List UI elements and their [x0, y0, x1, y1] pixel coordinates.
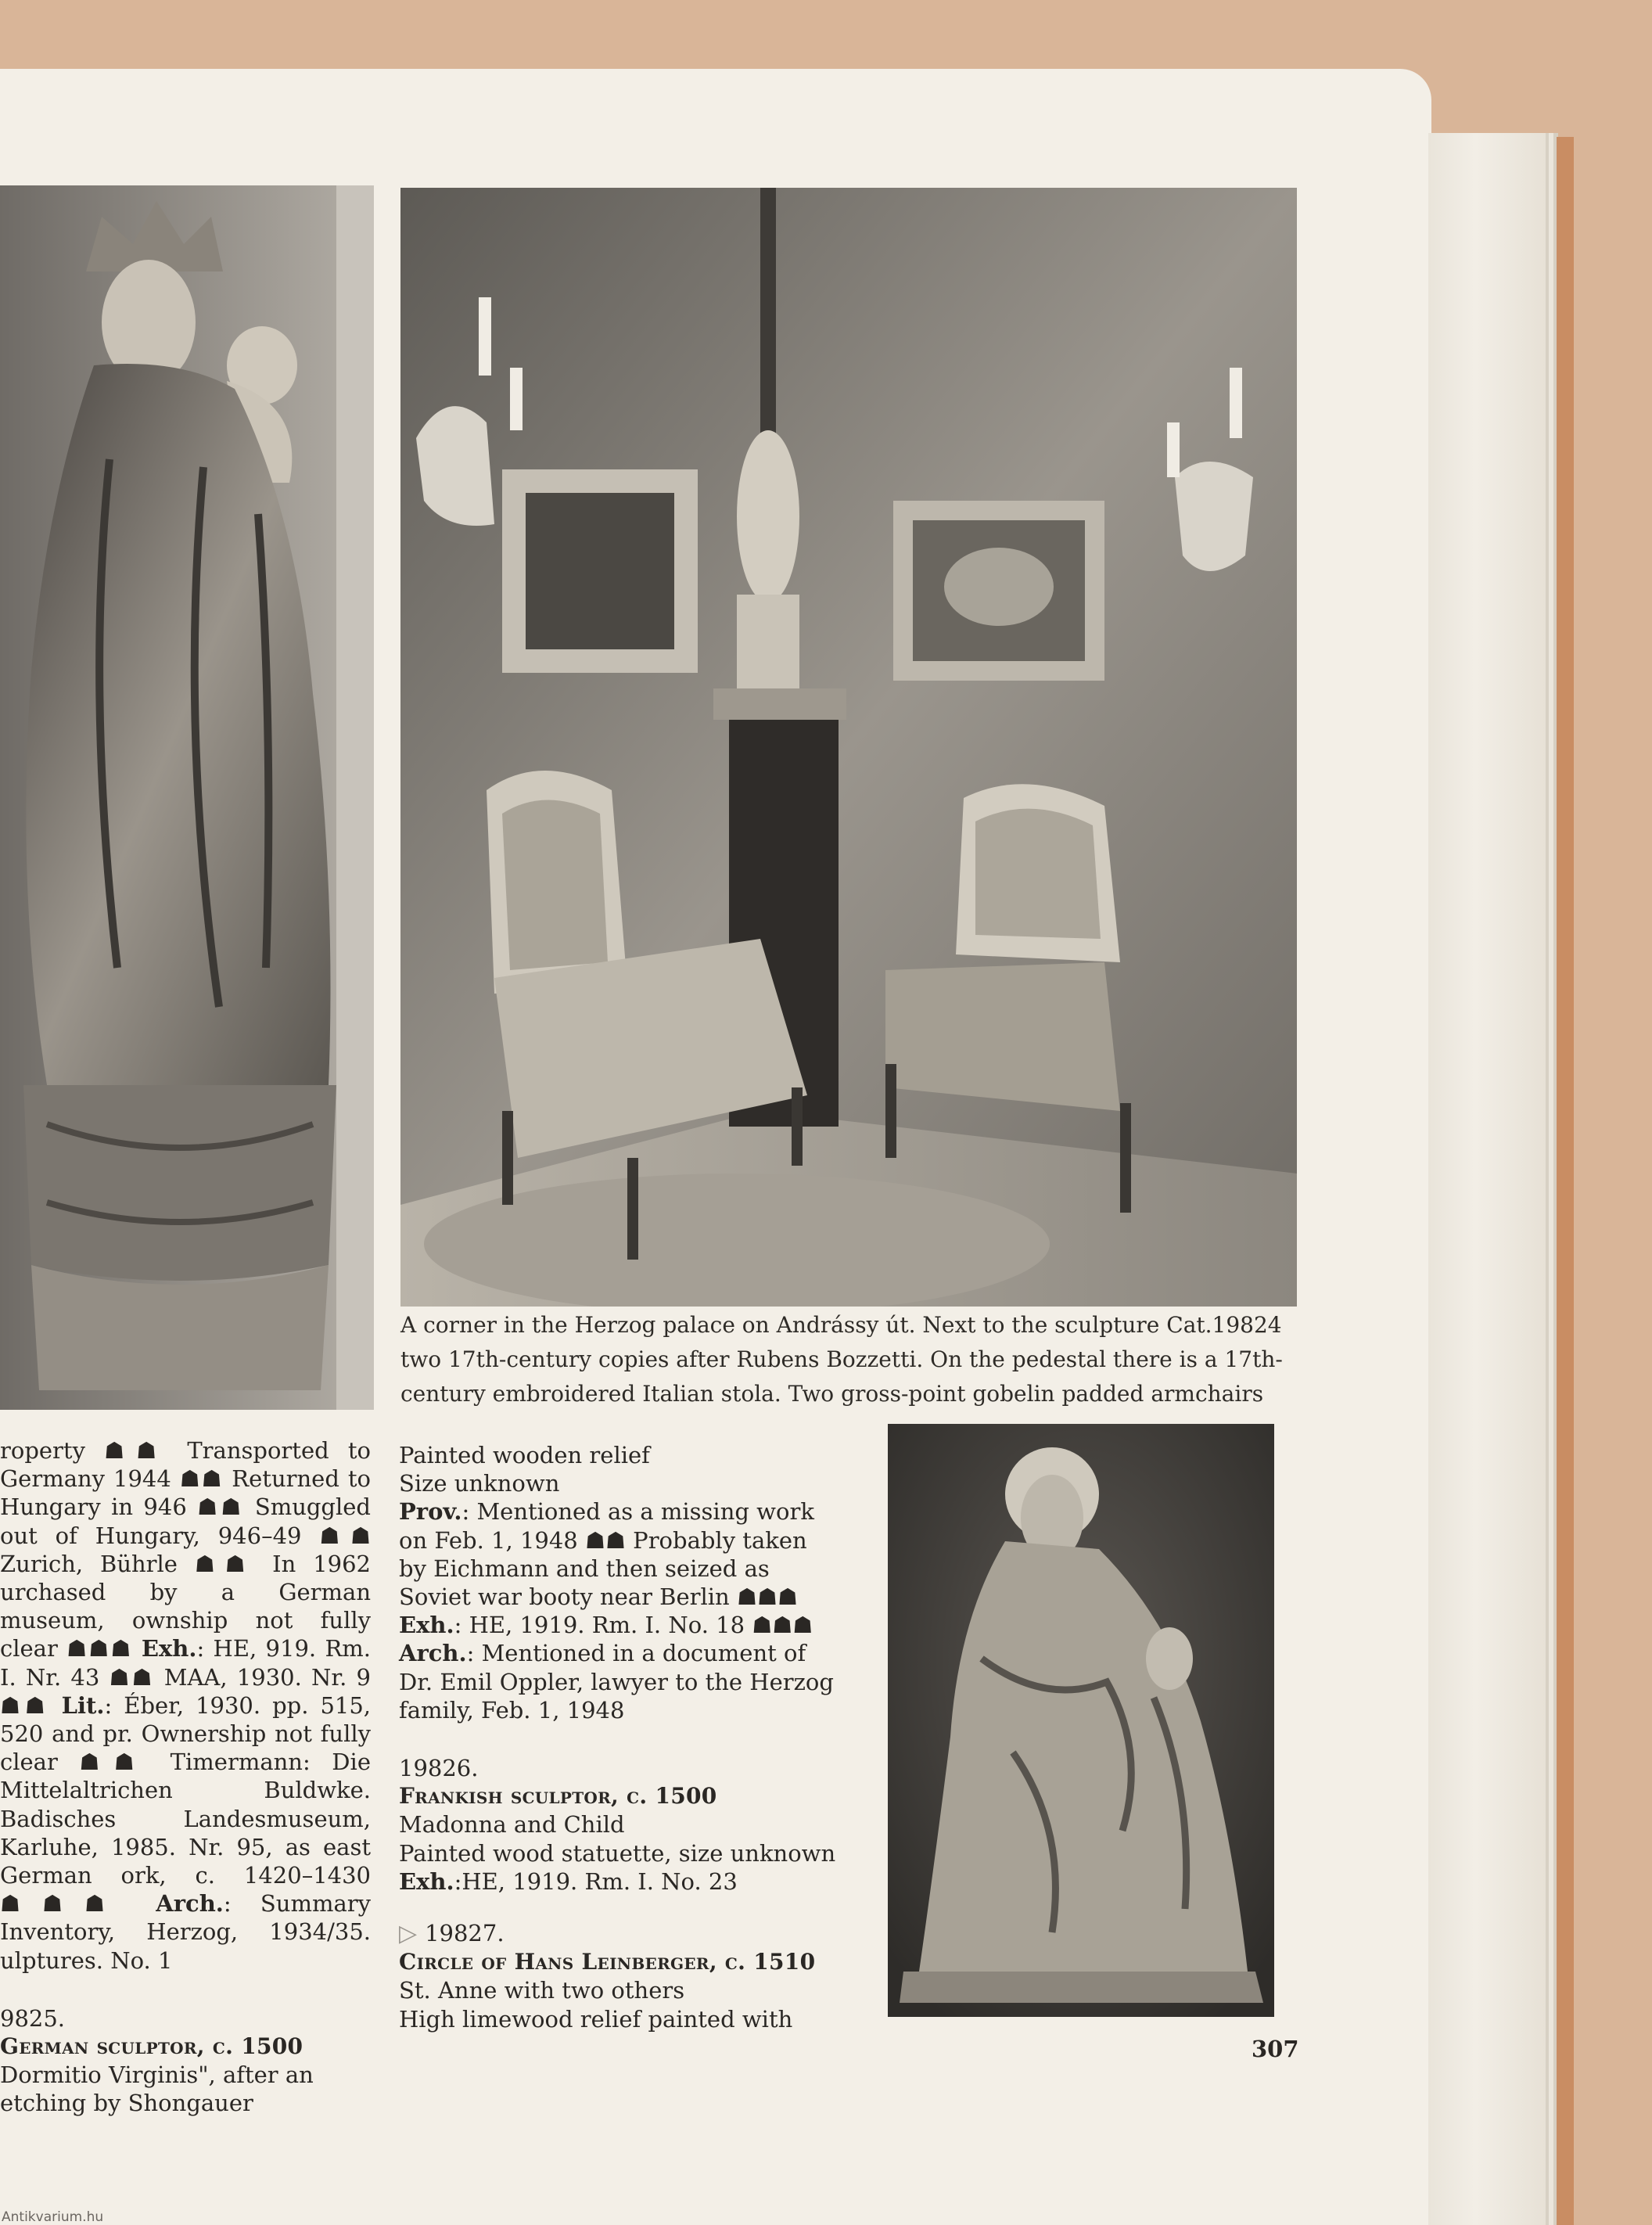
page-stack-edge: [1428, 133, 1546, 2225]
entry3-title: St. Anne with two others: [399, 1977, 685, 2004]
entry2-artist: Frankish sculptor, c. 1500: [399, 1783, 717, 1810]
entry2-title: Madonna and Child: [399, 1811, 625, 1839]
entry2-number: 19826.: [399, 1755, 479, 1782]
provenance-text: roperty ☗☗ Transported to Germany 1944 ☗☗ Returned to Hungary in 946 ☗☗ Smuggled out of Hungary, 946–49 ☗☗ Zurich, Bührle ☗☗ In 1962 urchased by a German museum, ownship not fully clear ☗☗☗: [0, 1437, 371, 1662]
exh-label: Exh.: [399, 1612, 454, 1639]
triangle-icon: ▷: [399, 1920, 418, 1948]
exh-text: : HE, 919. Rm. I. Nr. 43 ☗☗ MAA, 1930. Nr. 9 ☗☗: [0, 1635, 372, 1719]
page-number: 307: [1252, 2036, 1299, 2062]
exh-label: Exh.: [399, 1867, 454, 1895]
prov-label: Prov.: [399, 1498, 462, 1526]
entry1-size: Size unknown: [399, 1470, 560, 1497]
photo-caption: A corner in the Herzog palace on Andrássy út. Next to the sculpture Cat.19824 two 17th-century copies after Rubens Bozzetti. On the pedestal there is a 17th-century embroidered Italian stola. Two gross-point gobelin padded armchairs: [400, 1312, 1283, 1407]
arch-label: Arch.: [399, 1640, 467, 1667]
middle-text-column: [399, 1441, 841, 2033]
entry2-exhibition: [399, 1867, 841, 1896]
entry2-medium: Painted wood statuette, size unknown: [399, 1839, 836, 1867]
exh-label: Exh.: [141, 1635, 197, 1662]
entry1-provenance: [399, 1497, 841, 1724]
arch-text: : Summary Inventory, Herzog, 1934/35. ulptures. No. 1: [0, 1890, 371, 1974]
prov-text: : Mentioned as a missing work on Feb. 1, 1948 ☗☗ Probably taken by Eichmann and then seized as Soviet war booty near Berlin ☗☗☗: [399, 1498, 814, 1611]
exh-text: : HE, 1919. Rm. I. No. 18 ☗☗☗: [454, 1612, 813, 1639]
herzog-palace-interior-photo: [400, 188, 1297, 1307]
entry-artist: German sculptor, c. 1500: [0, 2033, 303, 2060]
arch-text: : Mentioned in a document of Dr. Emil Oppler, lawyer to the Herzog family, Feb. 1, 1948: [399, 1640, 834, 1724]
arch-label: Arch.: [156, 1890, 224, 1918]
entry3-artist: Circle of Hans Leinberger, c. 1510: [399, 1949, 816, 1975]
book-cover-edge: [1557, 137, 1574, 2225]
entry-number: 9825.: [0, 2004, 66, 2032]
entry-title: Dormitio Virginis", after an etching by Shongauer: [0, 2061, 314, 2117]
entry3-heading: [399, 1919, 841, 1948]
lit-text: : Éber, 1930. pp. 515, 520 and pr. Ownership not fully clear ☗☗ Timermann: Die Mittelaltrichen Buldwke. Badisches Landesmuseum, Karluhe, 1985. Nr. 95, as east German ork, c. 1420–1430 ☗☗☗: [0, 1691, 372, 1918]
watermark: Antikvarium.hu: [2, 2209, 104, 2225]
entry3-medium: High limewood relief painted with: [399, 2005, 793, 2033]
st-anne-relief-photo: [888, 1424, 1274, 2017]
lit-label: Lit.: [61, 1691, 105, 1719]
madonna-sculpture-photo: [0, 185, 374, 1410]
exh-text: :HE, 1919. Rm. I. No. 23: [454, 1867, 738, 1895]
entry1-medium: Painted wooden relief: [399, 1442, 650, 1468]
left-text-column: [0, 1436, 371, 2118]
provenance-paragraph: [0, 1436, 371, 1975]
entry3-number: 19827.: [425, 1920, 505, 1947]
